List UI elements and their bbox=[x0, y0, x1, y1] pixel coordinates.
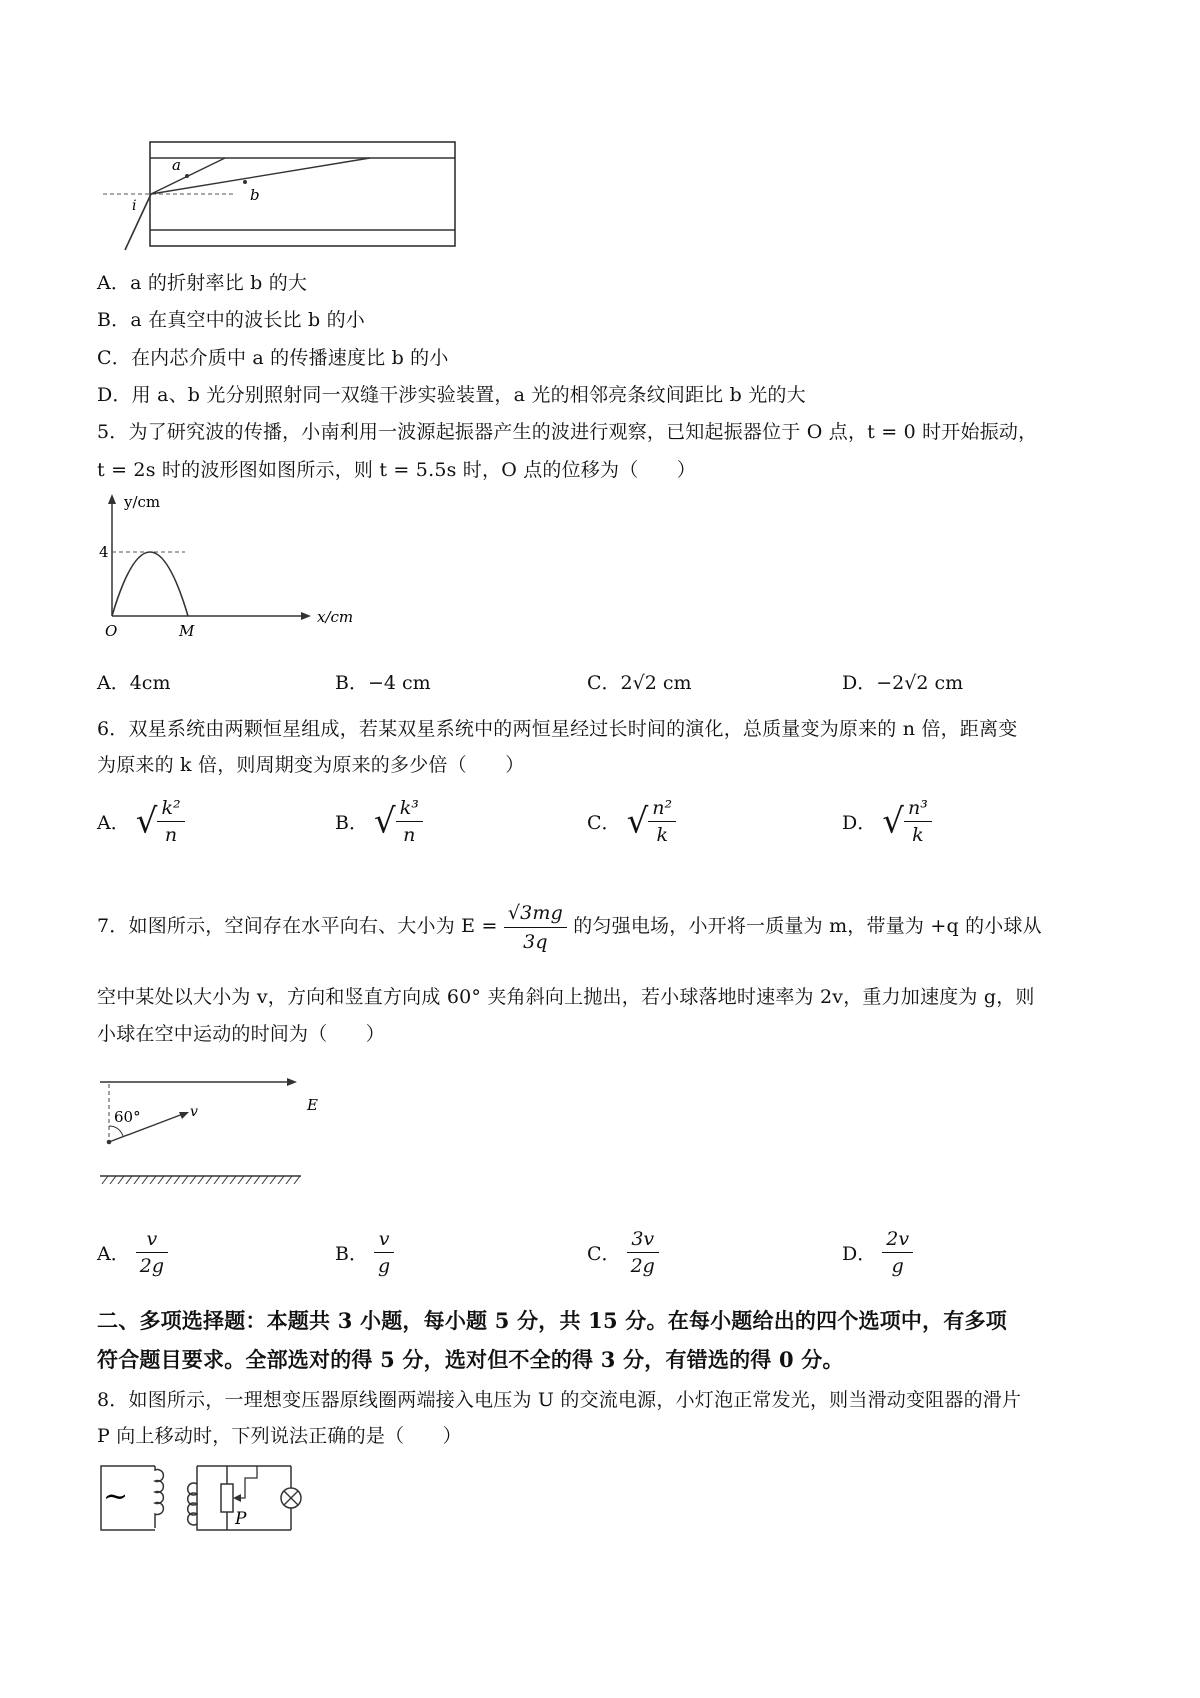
q4-option-c: C．在内芯介质中 a 的传播速度比 b 的小 bbox=[97, 347, 449, 369]
q6-b-num: k³ bbox=[396, 797, 423, 822]
q8-stem-line1: 8．如图所示，一理想变压器原线圈两端接入电压为 U 的交流电源，小灯泡正常发光，则当滑动变阻器的滑片 bbox=[97, 1389, 1022, 1411]
q6-d-num: n³ bbox=[904, 797, 932, 822]
q7-option-d-label: D． bbox=[842, 1243, 877, 1265]
q7-a-num: v bbox=[136, 1228, 168, 1253]
q7-option-b bbox=[335, 1228, 394, 1277]
q8-stem-line2: P 向上移动时，下列说法正确的是（ ） bbox=[97, 1425, 462, 1447]
q6-option-b: B． √ $\frac{\text{k³}}{n}$ bbox=[335, 797, 423, 846]
wave-ylabel: y/cm bbox=[124, 493, 161, 511]
q7-stem-line1 bbox=[97, 898, 1042, 958]
wave-xlabel: x/cm bbox=[317, 608, 354, 626]
q5-option-d: D．−2√2 cm bbox=[842, 672, 964, 694]
q5-option-a: A．4cm bbox=[97, 672, 171, 694]
q7-b-num: v bbox=[374, 1228, 394, 1253]
q7-d-num: 2v bbox=[882, 1228, 913, 1253]
q7-line1-post: 的匀强电场，小开将一质量为 m，带量为 +q 的小球从 bbox=[573, 915, 1042, 937]
q7-option-a bbox=[97, 1228, 168, 1277]
section2-heading-line1: 二、多项选择题：本题共 3 小题，每小题 5 分，共 15 分。在每小题给出的四个选项中，有多项 bbox=[97, 1308, 1007, 1333]
q6-c-num: n² bbox=[648, 797, 676, 822]
field-e-label: E bbox=[307, 1096, 318, 1114]
q6-option-b-label: B． bbox=[335, 812, 368, 834]
ray-b-label: b bbox=[250, 186, 260, 204]
ac-source-symbol: ~ bbox=[103, 1479, 129, 1514]
q7-option-a-label: A． bbox=[97, 1243, 130, 1265]
q7-field-num: √3mg bbox=[504, 901, 567, 928]
q6-c-den: k bbox=[656, 824, 668, 846]
q5-option-b: B．−4 cm bbox=[335, 672, 431, 694]
angle-60-label: 60° bbox=[114, 1108, 141, 1126]
q6-a-num: k² bbox=[157, 797, 184, 822]
q7-c-den: 2g bbox=[630, 1255, 655, 1277]
slider-p-label: P bbox=[235, 1509, 247, 1529]
q7-option-b-label: B． bbox=[335, 1243, 368, 1265]
q6-option-d: D． √ $\frac{\text{n³}}{k}$ bbox=[842, 797, 932, 846]
q6-stem-line1: 6．双星系统由两颗恒星组成，若某双星系统中的两恒星经过长时间的演化，总质量变为原来的 n 倍，距离变 bbox=[97, 718, 1018, 740]
q6-d-den: k bbox=[912, 824, 924, 846]
q5-stem-line1: 5．为了研究波的传播，小南利用一波源起振器产生的波进行观察，已知起振器位于 O 点，t = 0 时开始振动， bbox=[97, 421, 1038, 443]
q6-option-d-label: D． bbox=[842, 812, 877, 834]
q7-d-den: g bbox=[891, 1255, 904, 1277]
q7-b-den: g bbox=[378, 1255, 391, 1277]
q7-line1-pre: 7．如图所示，空间存在水平向右、大小为 E = bbox=[97, 915, 498, 937]
q6-option-c: C． √ $\frac{\text{n²}}{k}$ bbox=[587, 797, 676, 846]
q5-stem-line2: t = 2s 时的波形图如图所示，则 t = 5.5s 时，O 点的位移为（ ） bbox=[97, 459, 697, 481]
q6-option-a: A． √ $\frac{\text{k²}}{n}$ bbox=[97, 797, 185, 846]
q6-stem-line2: 为原来的 k 倍，则周期变为原来的多少倍（ ） bbox=[97, 754, 525, 776]
q6-option-a-label: A． bbox=[97, 812, 130, 834]
wave-origin: O bbox=[105, 622, 118, 640]
q4-option-d: D．用 a、b 光分别照射同一双缝干涉实验装置，a 光的相邻亮条纹间距比 b 光的大 bbox=[97, 384, 806, 406]
q7-field-den: 3q bbox=[523, 930, 548, 953]
wave-tick-4: 4 bbox=[99, 543, 109, 561]
q7-a-den: 2g bbox=[139, 1255, 165, 1277]
velocity-v-label: v bbox=[190, 1104, 198, 1120]
section2-heading-line2: 符合题目要求。全部选对的得 5 分，选对但不全的得 3 分，有错选的得 0 分。 bbox=[97, 1347, 844, 1372]
q6-a-den: n bbox=[164, 824, 178, 846]
transformer-circuit-figure bbox=[95, 1458, 325, 1538]
q7-option-d bbox=[842, 1228, 913, 1277]
q4-option-a: A．a 的折射率比 b 的大 bbox=[97, 272, 308, 294]
wave-point-m: M bbox=[179, 622, 195, 640]
q4-option-b: B．a 在真空中的波长比 b 的小 bbox=[97, 309, 365, 331]
q6-b-den: n bbox=[403, 824, 416, 846]
q7-stem-line2: 空中某处以大小为 v，方向和竖直方向成 60° 夹角斜向上抛出，若小球落地时速率为 2v，重力加速度为 g，则 bbox=[97, 986, 1035, 1008]
q7-option-c-label: C． bbox=[587, 1243, 621, 1265]
angle-i-label: i bbox=[132, 198, 137, 214]
q7-c-num: 3v bbox=[627, 1228, 659, 1253]
ray-a-label: a bbox=[172, 156, 181, 174]
q7-stem-line3: 小球在空中运动的时间为（ ） bbox=[97, 1023, 386, 1045]
q7-option-c bbox=[587, 1228, 659, 1277]
optical-fiber-figure bbox=[95, 138, 465, 258]
q6-option-c-label: C． bbox=[587, 812, 621, 834]
wave-graph bbox=[95, 492, 375, 642]
q5-option-c: C．2√2 cm bbox=[587, 672, 692, 694]
electric-field-figure bbox=[95, 1070, 335, 1190]
